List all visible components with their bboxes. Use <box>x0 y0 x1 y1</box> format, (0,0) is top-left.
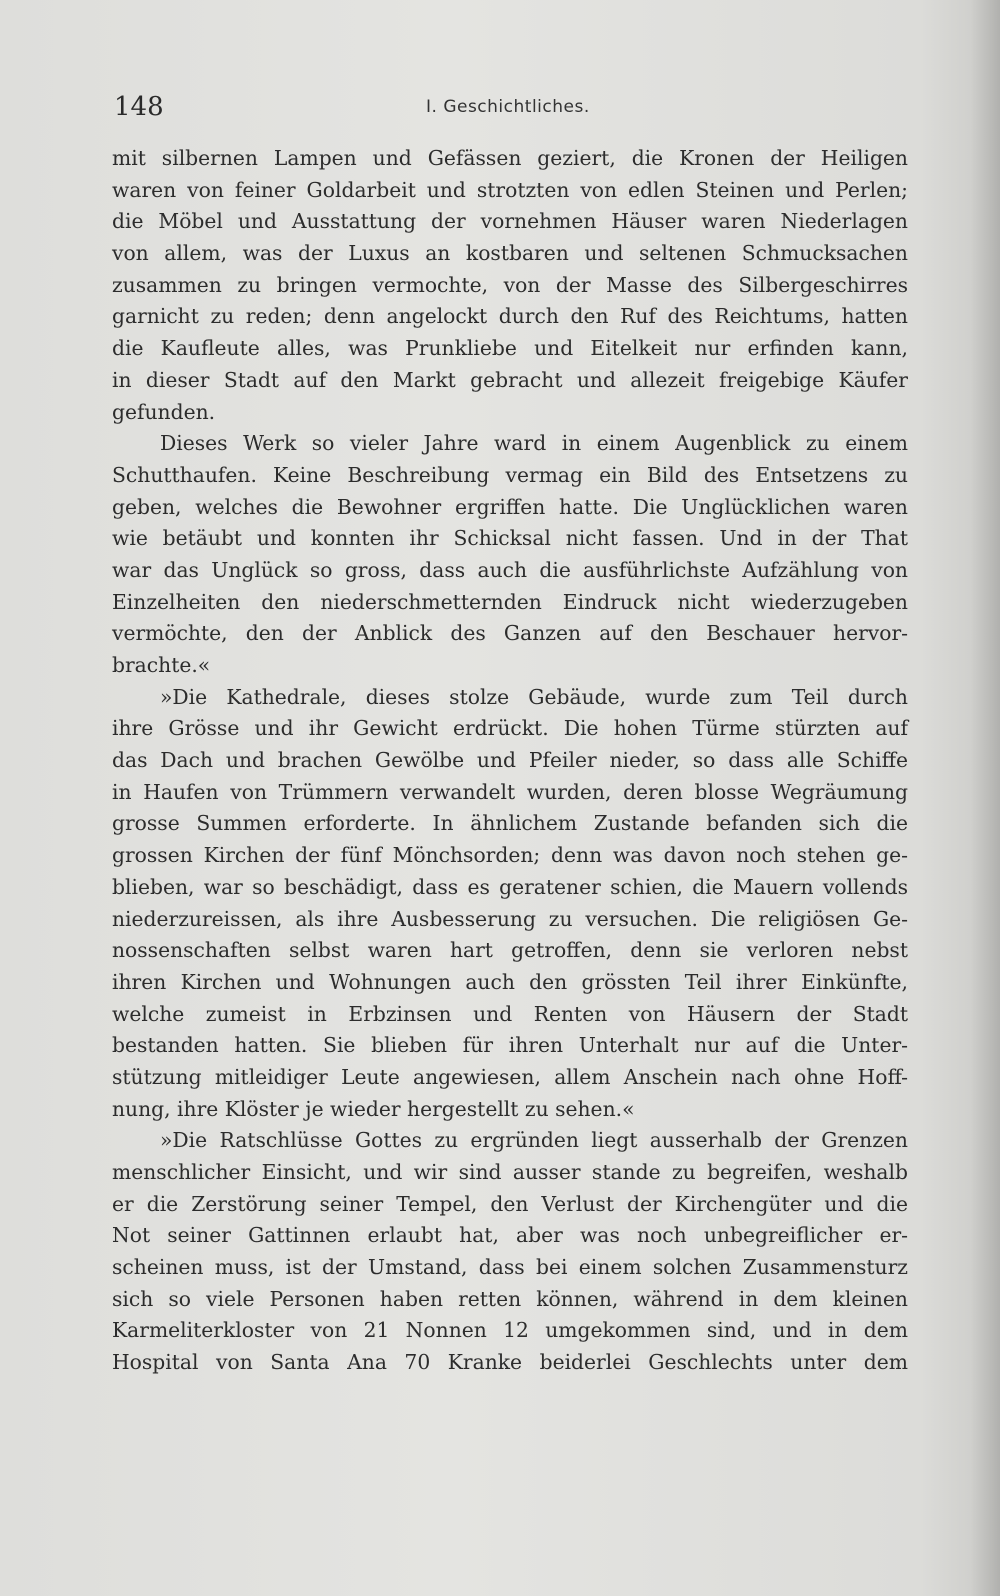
text-line: nung, ihre Klöster je wieder hergestellt zu sehen.« <box>112 1096 635 1121</box>
text-line: geben, welches die Bewohner ergriffen hatte. Die Unglücklichen waren <box>112 494 908 519</box>
text-line: stützung mitleidiger Leute angewiesen, allem Anschein nach ohne Hoff- <box>112 1064 908 1089</box>
text-line: »Die Ratschlüsse Gottes zu ergründen liegt ausserhalb der Grenzen <box>160 1128 908 1153</box>
text-line: Hospital von Santa Ana 70 Kranke beiderlei Geschlechts unter dem <box>112 1350 908 1375</box>
text-line: das Dach und brachen Gewölbe und Pfeiler nieder, so dass alle Schiffe <box>112 748 908 773</box>
text-line: Not seiner Gattinnen erlaubt hat, aber was noch unbegreiflicher er- <box>112 1223 908 1248</box>
text-line: menschlicher Einsicht, und wir sind ausser stande zu begreifen, weshalb <box>112 1160 908 1184</box>
text-line: wie betäubt und konnten ihr Schicksal nicht fassen. Und in der That <box>112 526 908 551</box>
text-line: gefunden. <box>112 399 216 424</box>
text-line: sich so viele Personen haben retten können, während in dem kleinen <box>112 1286 908 1311</box>
text-line: die Möbel und Ausstattung der vornehmen Häuser waren Niederlagen <box>112 209 908 234</box>
text-line: mit silbernen Lampen und Gefässen geziert, die Kronen der Heiligen <box>112 146 908 170</box>
page-number: 148 <box>114 92 164 122</box>
text-line: ihre Grösse und ihr Gewicht erdrückt. Die hohen Türme stürzten auf <box>112 716 908 741</box>
text-line: die Kaufleute alles, was Prunkliebe und Eitelkeit nur erfinden kann, <box>112 336 908 361</box>
text-line: ihren Kirchen und Wohnungen auch den grössten Teil ihrer Einkünfte, <box>112 969 908 994</box>
running-head: I. Geschichtliches. <box>426 97 590 117</box>
text-line: blieben, war so beschädigt, dass es geratener schien, die Mauern vollends <box>112 874 908 899</box>
text-line: zusammen zu bringen vermochte, von der Masse des Silbergeschirres <box>112 272 908 297</box>
text-line: von allem, was der Luxus an kostbaren und seltenen Schmucksachen <box>112 241 908 266</box>
text-line: scheinen muss, ist der Umstand, dass bei einem solchen Zusammensturz <box>112 1255 908 1280</box>
page-header <box>114 92 914 122</box>
text-line: in dieser Stadt auf den Markt gebracht und allezeit freigebige Käufer <box>112 367 908 392</box>
text-line: »Die Kathedrale, dieses stolze Gebäude, wurde zum Teil durch <box>160 684 908 709</box>
text-line: waren von feiner Goldarbeit und strotzten von edlen Steinen und Perlen; <box>112 177 908 202</box>
text-line: er die Zerstörung seiner Tempel, den Verlust der Kirchengüter und die <box>112 1191 908 1216</box>
text-line: nossenschaften selbst waren hart getroffen, denn sie verloren nebst <box>112 938 908 963</box>
text-line: niederzureissen, als ihre Ausbesserung zu versuchen. Die religiösen Ge- <box>112 906 908 931</box>
text-line: garnicht zu reden; denn angelockt durch den Ruf des Reichtums, hatten <box>112 304 908 329</box>
text-line: vermöchte, den der Anblick des Ganzen auf den Beschauer hervor- <box>112 621 908 646</box>
text-line: bestanden hatten. Sie blieben für ihren Unterhalt nur auf die Unter- <box>112 1033 908 1058</box>
text-line: Schutthaufen. Keine Beschreibung vermag ein Bild des Entsetzens zu <box>112 462 908 487</box>
text-line: brachte.« <box>112 653 211 677</box>
text-line: in Haufen von Trümmern verwandelt wurden, deren blosse Wegräumung <box>112 779 908 804</box>
text-line: Dieses Werk so vieler Jahre ward in einem Augenblick zu einem <box>160 431 908 456</box>
text-line: war das Unglück so gross, dass auch die ausführlichste Aufzählung von <box>112 557 908 582</box>
text-line: Einzelheiten den niederschmetternden Eindruck nicht wiederzugeben <box>112 589 908 614</box>
body-text <box>112 143 908 1379</box>
text-line: Karmeliterkloster von 21 Nonnen 12 umgekommen sind, und in dem <box>112 1318 908 1343</box>
page-edge-shadow <box>970 0 1000 1596</box>
text-line: grossen Kirchen der fünf Mönchsorden; denn was davon noch stehen ge- <box>112 843 908 868</box>
text-line: welche zumeist in Erbzinsen und Renten von Häusern der Stadt <box>112 1001 908 1026</box>
text-line: grosse Summen erforderte. In ähnlichem Zustande befanden sich die <box>112 811 908 836</box>
